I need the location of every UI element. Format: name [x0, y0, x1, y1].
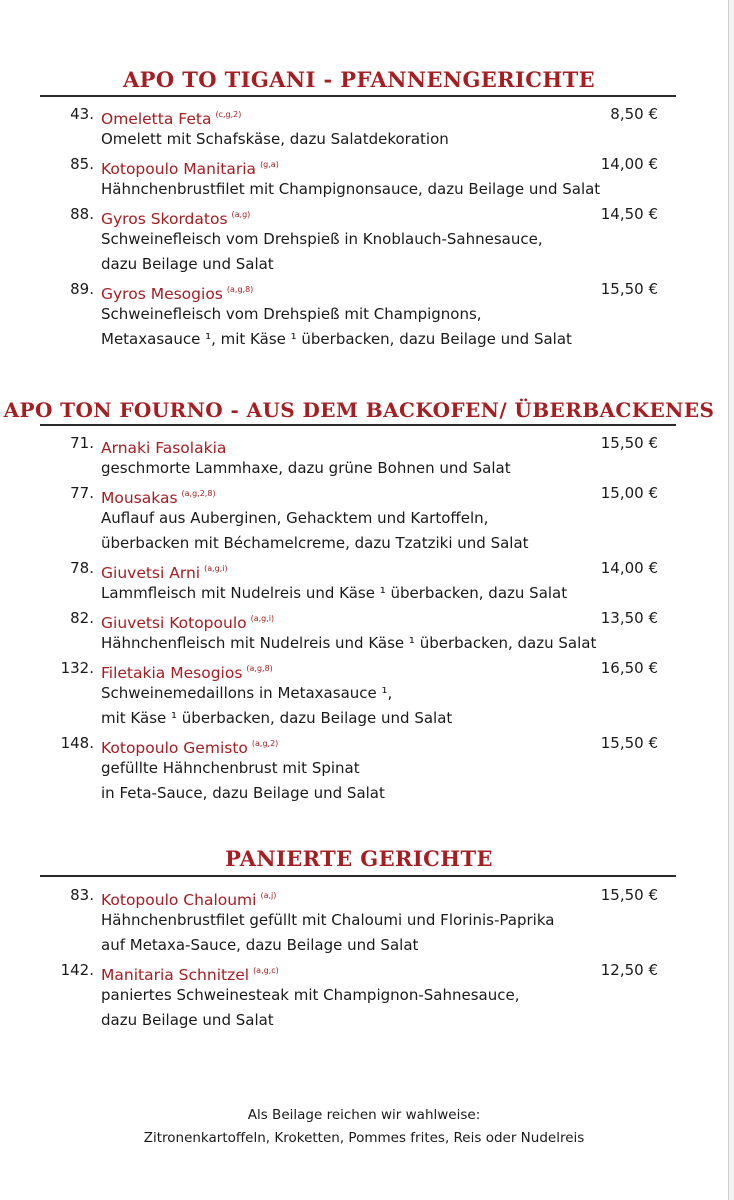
item-price: 15,50 € — [600, 734, 658, 752]
item-price: 14,50 € — [600, 205, 658, 223]
item-description: paniertes Schweinesteak mit Champignon-Sahnesauce, dazu Beilage und Salat — [101, 986, 520, 1029]
item-number: 83. — [70, 886, 94, 904]
item-number: 89. — [70, 280, 94, 298]
allergen-codes: (a,g,c) — [253, 966, 279, 975]
item-price: 14,00 € — [600, 559, 658, 577]
item-name: Gyros Mesogios $^{(a,g,8)}$ — [101, 285, 254, 303]
item-description: geschmorte Lammhaxe, dazu grüne Bohnen und Salat — [101, 459, 511, 477]
item-number: 78. — [70, 559, 94, 577]
item-name: Omeletta Feta $^{(c,g,2)}$ — [101, 110, 242, 128]
item-description: Lammfleisch mit Nudelreis und Käse ¹ überbacken, dazu Salat — [101, 584, 568, 602]
allergen-codes: (a,g) — [231, 210, 251, 219]
section-divider — [40, 424, 676, 426]
item-number: 85. — [70, 155, 94, 173]
item-description: Hähnchenbrustfilet gefüllt mit Chaloumi und Florinis-Paprika auf Metaxa-Sauce, dazu Beilage und Salat — [101, 911, 555, 954]
item-number: 148. — [60, 734, 94, 752]
item-price: 16,50 € — [600, 659, 658, 677]
item-name: Kotopoulo Manitaria $^{(g,a)}$ — [101, 160, 279, 178]
item-price: 15,50 € — [600, 886, 658, 904]
allergen-codes: (a,g,i) — [250, 614, 275, 623]
item-name: Kotopoulo Chaloumi $^{(a,j)}$ — [101, 891, 277, 909]
item-name: Giuvetsi Arni $^{(a,g,i)}$ — [101, 564, 228, 582]
section-title: APO TON FOURNO - AUS DEM BACKOFEN/ ÜBERBACKENES — [3, 398, 715, 422]
item-name: Filetakia Mesogios $^{(a,g,8)}$ — [101, 664, 273, 682]
item-name: Giuvetsi Kotopoulo $^{(a,g,i)}$ — [101, 614, 275, 632]
item-number: 88. — [70, 205, 94, 223]
item-name: Kotopoulo Gemisto $^{(a,g,2)}$ — [101, 739, 279, 757]
side-dish-options: Zitronenkartoffeln, Kroketten, Pommes frites, Reis oder Nudelreis — [143, 1130, 585, 1146]
item-description: Hähnchenfleisch mit Nudelreis und Käse ¹ überbacken, dazu Salat — [101, 634, 597, 652]
section-divider — [40, 875, 676, 877]
item-description: Auflauf aus Auberginen, Gehacktem und Kartoffeln, überbacken mit Béchamelcreme, dazu Tzatziki und Salat — [101, 509, 529, 552]
item-number: 132. — [60, 659, 94, 677]
item-price: 15,50 € — [600, 280, 658, 298]
allergen-codes: (c,g,2) — [215, 110, 242, 119]
item-name: Mousakas $^{(a,g,2,8)}$ — [101, 489, 216, 507]
item-name: Manitaria Schnitzel $^{(a,g,c)}$ — [101, 966, 279, 984]
item-price: 12,50 € — [600, 961, 658, 979]
item-price: 14,00 € — [600, 155, 658, 173]
allergen-codes: (a,g,8) — [246, 664, 273, 673]
item-name: Arnaki Fasolakia — [101, 439, 227, 457]
item-number: 82. — [70, 609, 94, 627]
allergen-codes: (a,g,2) — [251, 739, 279, 748]
item-name: Gyros Skordatos $^{(a,g)}$ — [101, 210, 251, 228]
item-price: 15,00 € — [600, 484, 658, 502]
item-price: 13,50 € — [600, 609, 658, 627]
item-number: 71. — [70, 434, 94, 452]
side-dish-intro: Als Beilage reichen wir wahlweise: — [247, 1107, 481, 1123]
item-description: Schweinemedaillons in Metaxasauce ¹, mit Käse ¹ überbacken, dazu Beilage und Salat — [101, 684, 453, 727]
item-description: Schweinefleisch vom Drehspieß in Knoblauch-Sahnesauce, dazu Beilage und Salat — [101, 230, 543, 273]
item-number: 77. — [70, 484, 94, 502]
item-price: 15,50 € — [600, 434, 658, 452]
item-number: 43. — [70, 105, 94, 123]
side-dish-note — [0, 1104, 728, 1150]
section-title: PANIERTE GERICHTE — [225, 846, 493, 871]
item-description: Hähnchenbrustfilet mit Champignonsauce, dazu Beilage und Salat — [101, 180, 601, 198]
allergen-codes: (g,a) — [260, 160, 279, 169]
item-description: Schweinefleisch vom Drehspieß mit Champignons, Metaxasauce ¹, mit Käse ¹ überbacken, dazu Beilage und Salat — [101, 305, 572, 348]
item-description: gefüllte Hähnchenbrust mit Spinat in Feta-Sauce, dazu Beilage und Salat — [101, 759, 385, 802]
section-divider — [40, 95, 676, 97]
section-title: APO TO TIGANI - PFANNENGERICHTE — [122, 67, 596, 92]
allergen-codes: (a,g,2,8) — [181, 489, 216, 498]
allergen-codes: (a,j) — [260, 891, 277, 900]
item-description: Omelett mit Schafskäse, dazu Salatdekoration — [101, 130, 449, 148]
item-price: 8,50 € — [610, 105, 658, 123]
item-number: 142. — [60, 961, 94, 979]
allergen-codes: (a,g,8) — [226, 285, 254, 294]
allergen-codes: (a,g,i) — [204, 564, 228, 573]
